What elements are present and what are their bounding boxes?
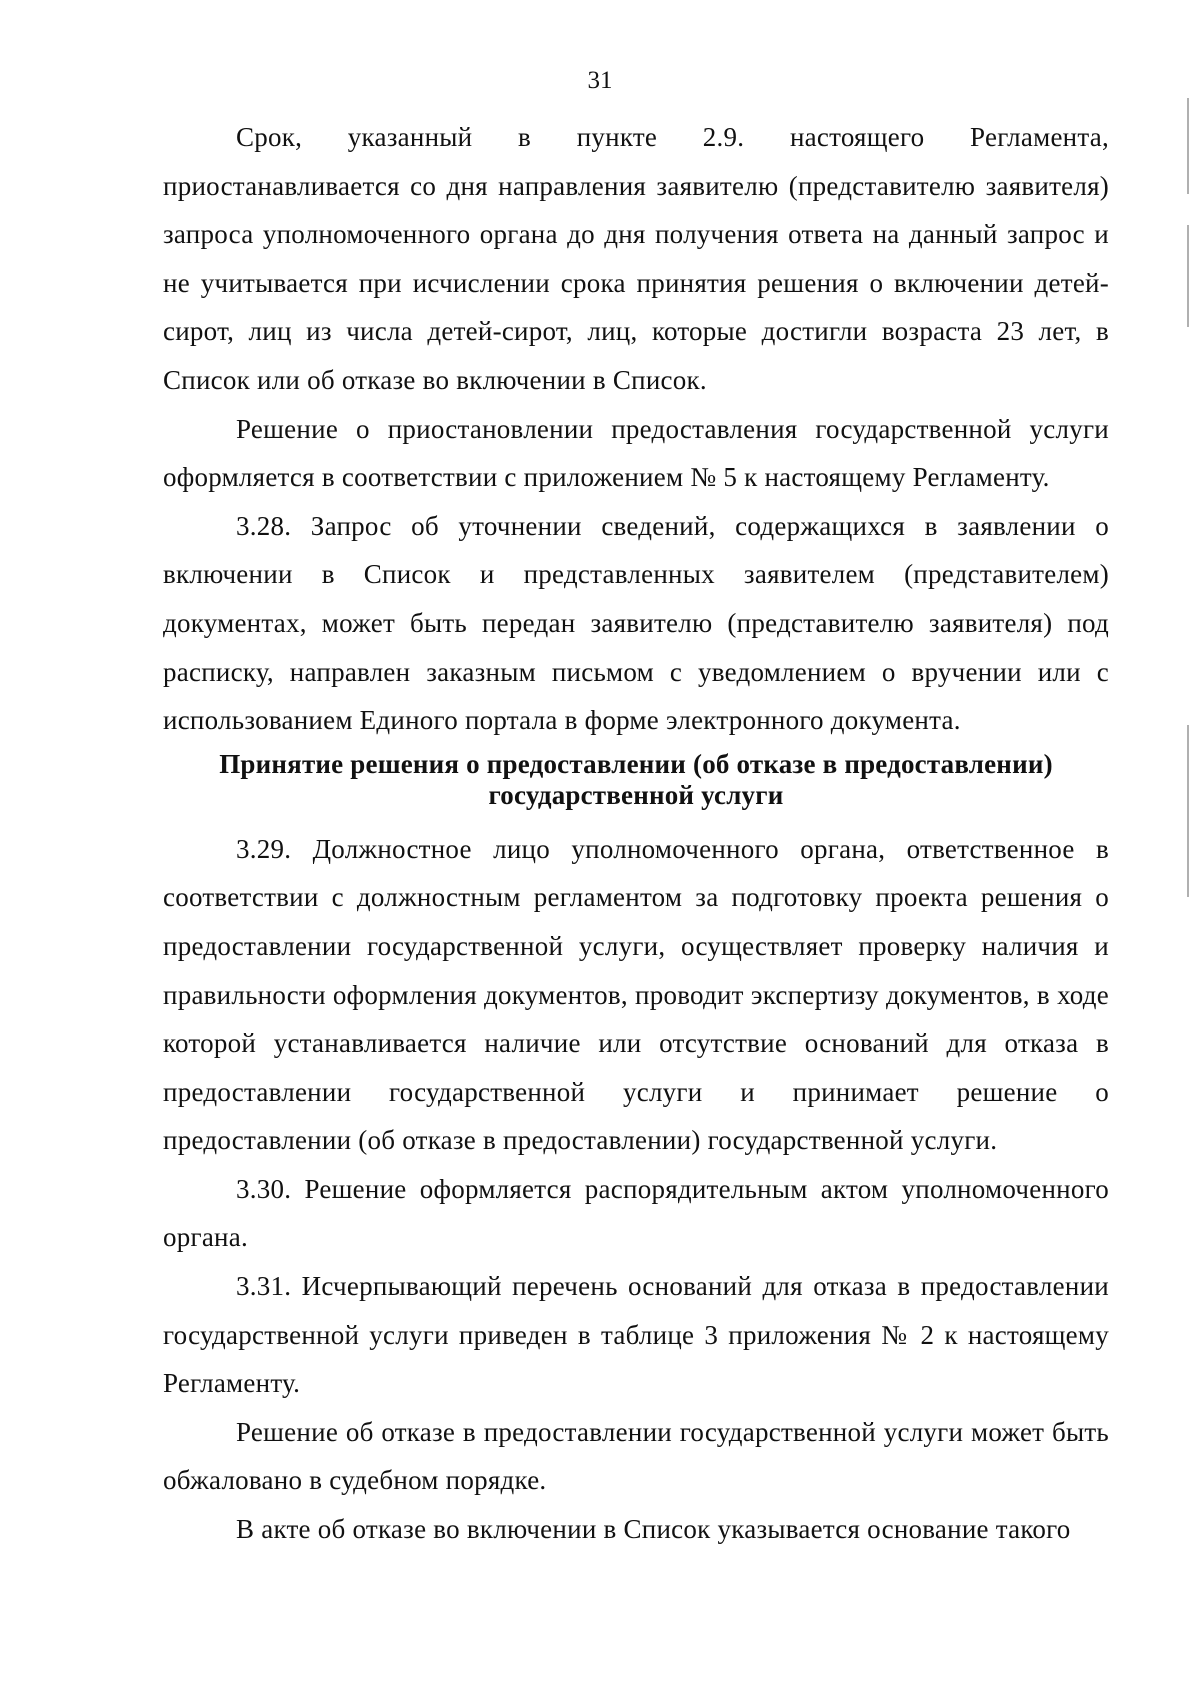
paragraph-3-31: 3.31. Исчерпывающий перечень оснований для отказа в предоставлении государственной услуги приведен в таблице 3 приложения № 2 к настоящему Регламенту.	[163, 1271, 1109, 1399]
paragraph-appeal: Решение об отказе в предоставлении государственной услуги может быть обжаловано в судебном порядке.	[163, 1416, 1109, 1496]
section-heading-line-2: государственной услуги	[488, 779, 784, 810]
scan-edge-mark	[1187, 225, 1189, 327]
paragraph-refusal-act: В акте об отказе во включении в Список указывается основание такого	[236, 1514, 1071, 1545]
paragraph-suspension-decision: Решение о приостановлении предоставления государственной услуги оформляется в соответствии с приложением № 5 к настоящему Регламенту.	[163, 413, 1109, 493]
paragraph-3-29: 3.29. Должностное лицо уполномоченного органа, ответственное в соответствии с должностным регламентом за подготовку проекта решения о предоставлении государственной услуги, осуществляет проверку наличия и правильности оформления документов, проводит экспертизу документов, в ходе которой устанавливается наличие или отсутствие оснований для отказа в предоставлении государственной услуги и принимает решение о предоставлении (об отказе в предоставлении) государственной услуги.	[163, 833, 1109, 1156]
paragraph-3-28: 3.28. Запрос об уточнении сведений, содержащихся в заявлении о включении в Список и представленных заявителем (представителем) документах, может быть передан заявителю (представителю заявителя) под расписку, направлен заказным письмом с уведомлением о вручении или с использованием Единого портала в форме электронного документа.	[163, 510, 1109, 736]
page-number: 31	[587, 67, 613, 94]
section-heading-line-1: Принятие решения о предоставлении (об отказе в предоставлении)	[219, 748, 1053, 779]
section-heading	[163, 749, 1109, 811]
paragraph-3-30: 3.30. Решение оформляется распорядительным актом уполномоченного органа.	[163, 1173, 1109, 1253]
scan-edge-mark	[1187, 98, 1189, 194]
scan-edge-mark	[1187, 725, 1189, 897]
paragraph-term-suspension: Срок, указанный в пункте 2.9. настоящего Регламента, приостанавливается со дня направления заявителю (представителю заявителя) запроса уполномоченного органа до дня получения ответа на данный запрос и не учитывается при исчислении срока принятия решения о включении детей-сирот, лиц из числа детей-сирот, лиц, которые достигли возраста 23 лет, в Список или об отказе во включении в Список.	[163, 122, 1109, 395]
page-body	[163, 113, 1109, 1554]
